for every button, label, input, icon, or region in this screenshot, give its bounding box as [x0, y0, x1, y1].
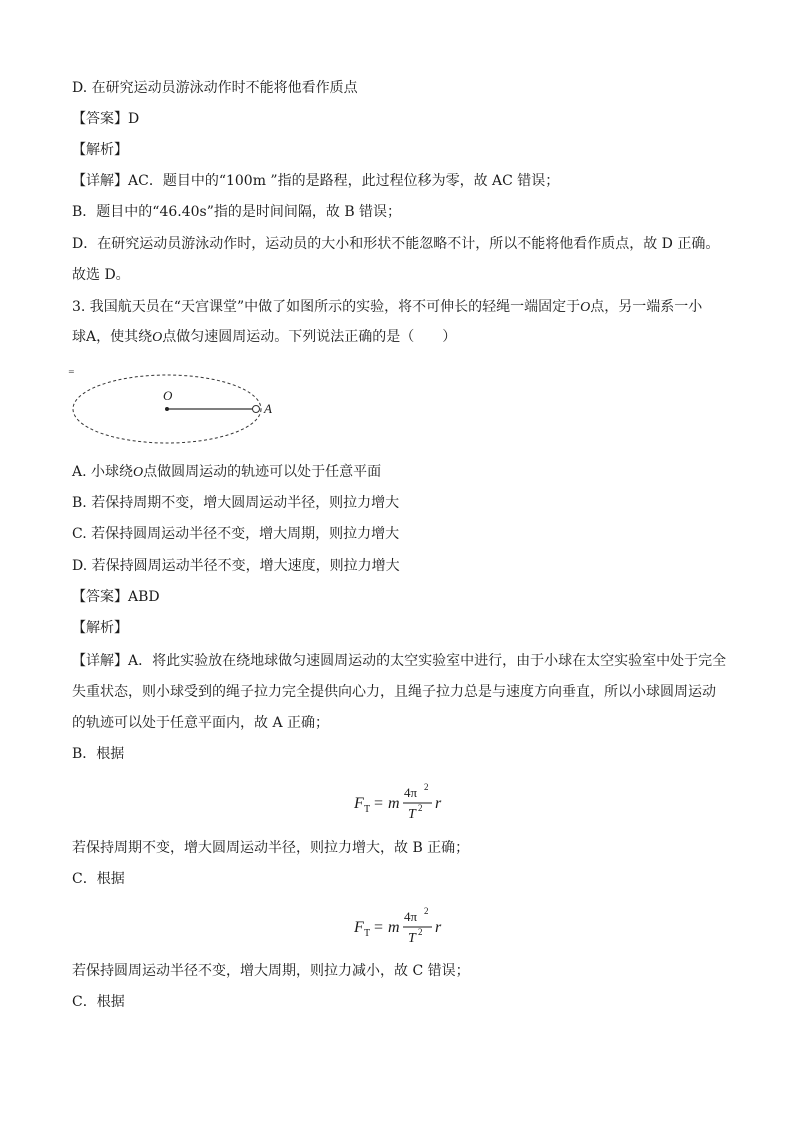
- stem-text: 球A，使其绕: [72, 329, 153, 345]
- answer-label: 【答案】: [72, 111, 128, 127]
- question-3-stem-line2: [72, 327, 456, 347]
- formula-r: r: [435, 795, 442, 812]
- formula-denominator: T: [408, 807, 416, 822]
- circular-motion-diagram: [66, 366, 286, 446]
- formula-1: [0, 780, 793, 824]
- choose-line: 故选 D。: [72, 267, 130, 283]
- option-d-previous: D. 在研究运动员游泳动作时不能将他看作质点: [72, 80, 358, 96]
- option-d: D. 若保持圆周运动半径不变，增大速度，则拉力增大: [72, 558, 400, 574]
- stem-text: 3. 我国航天员在“天宫课堂”中做了如图所示的实验，将不可伸长的轻绳一端固定于: [72, 299, 581, 315]
- conclusion-b: 若保持周期不变，增大圆周运动半径，则拉力增大，故 B 正确；: [72, 840, 470, 856]
- point-o-symbol: O: [152, 330, 163, 345]
- answer-value: D: [128, 111, 140, 127]
- formula-num-exp: 2: [424, 906, 429, 916]
- detail-label: 【详解】: [72, 173, 128, 189]
- formula-2: [0, 904, 793, 948]
- detail-line-b: B．题目中的“46.40s”指的是时间间隔，故 B 错误；: [72, 204, 402, 220]
- formula-numerator: 4π: [404, 909, 418, 924]
- formula-eq: =: [374, 795, 384, 812]
- formula-num-exp: 2: [424, 782, 429, 792]
- basis-c: C．根据: [72, 871, 125, 887]
- detail-text: AC．题目中的“100m ”指的是路程，此过程位移为零，故 AC 错误；: [128, 173, 560, 189]
- tension-formula: [352, 780, 462, 824]
- formula-numerator: 4π: [404, 785, 418, 800]
- figure-mark: =: [68, 367, 75, 376]
- option-c: C. 若保持圆周运动半径不变，增大周期，则拉力增大: [72, 526, 400, 542]
- point-o-symbol: O: [580, 300, 591, 315]
- formula-m: m: [388, 795, 400, 812]
- ball-a: [253, 406, 260, 413]
- answer-line: [72, 587, 160, 607]
- label-o: O: [163, 388, 173, 403]
- formula-r: r: [435, 919, 442, 936]
- question-3-stem-line1: [72, 297, 702, 317]
- formula-f: F: [354, 919, 364, 936]
- answer-label: 【答案】: [72, 589, 128, 605]
- detail-line-1: [72, 651, 726, 671]
- formula-den-exp: 2: [418, 803, 423, 813]
- stem-text: 点做匀速圆周运动。下列说法正确的是（ ）: [162, 329, 457, 345]
- detail-line-ac: [72, 171, 559, 191]
- center-point-o: [165, 407, 169, 411]
- detail-line-2: 失重状态，则小球受到的绳子拉力完全提供向心力，且绳子拉力总是与速度方向垂直，所以小球圆周运动: [72, 684, 716, 700]
- formula-f: F: [354, 795, 364, 812]
- label-a: A: [264, 401, 272, 416]
- answer-line: [72, 109, 139, 129]
- option-a: [72, 462, 381, 482]
- formula-eq: =: [374, 919, 384, 936]
- option-text: A. 小球绕: [72, 464, 134, 480]
- answer-value: ABD: [128, 589, 160, 605]
- detail-label: 【详解】: [72, 653, 128, 669]
- formula-sub: T: [364, 928, 371, 939]
- option-text: 点做圆周运动的轨迹可以处于任意平面: [143, 464, 382, 480]
- conclusion-c: 若保持圆周运动半径不变，增大周期，则拉力减小，故 C 错误；: [72, 963, 470, 979]
- stem-text: 点，另一端系一小: [590, 299, 703, 315]
- option-b: B. 若保持周期不变，增大圆周运动半径，则拉力增大: [72, 495, 400, 511]
- analysis-heading: 【解析】: [72, 620, 128, 636]
- basis-c-2: C．根据: [72, 994, 125, 1010]
- detail-text: A．将此实验放在绕地球做匀速圆周运动的太空实验室中进行，由于小球在太空实验室中处于完全: [128, 653, 727, 669]
- detail-line-3: 的轨迹可以处于任意平面内，故 A 正确；: [72, 715, 330, 731]
- basis-b: B．根据: [72, 746, 125, 762]
- formula-m: m: [388, 919, 400, 936]
- analysis-heading: 【解析】: [72, 142, 128, 158]
- point-o-symbol: O: [133, 465, 144, 480]
- tension-formula: [352, 904, 462, 948]
- formula-denominator: T: [408, 931, 416, 946]
- formula-den-exp: 2: [418, 927, 423, 937]
- formula-sub: T: [364, 804, 371, 815]
- detail-line-d: D．在研究运动员游泳动作时，运动员的大小和形状不能忽略不计，所以不能将他看作质点，故 D 正确。: [72, 236, 720, 252]
